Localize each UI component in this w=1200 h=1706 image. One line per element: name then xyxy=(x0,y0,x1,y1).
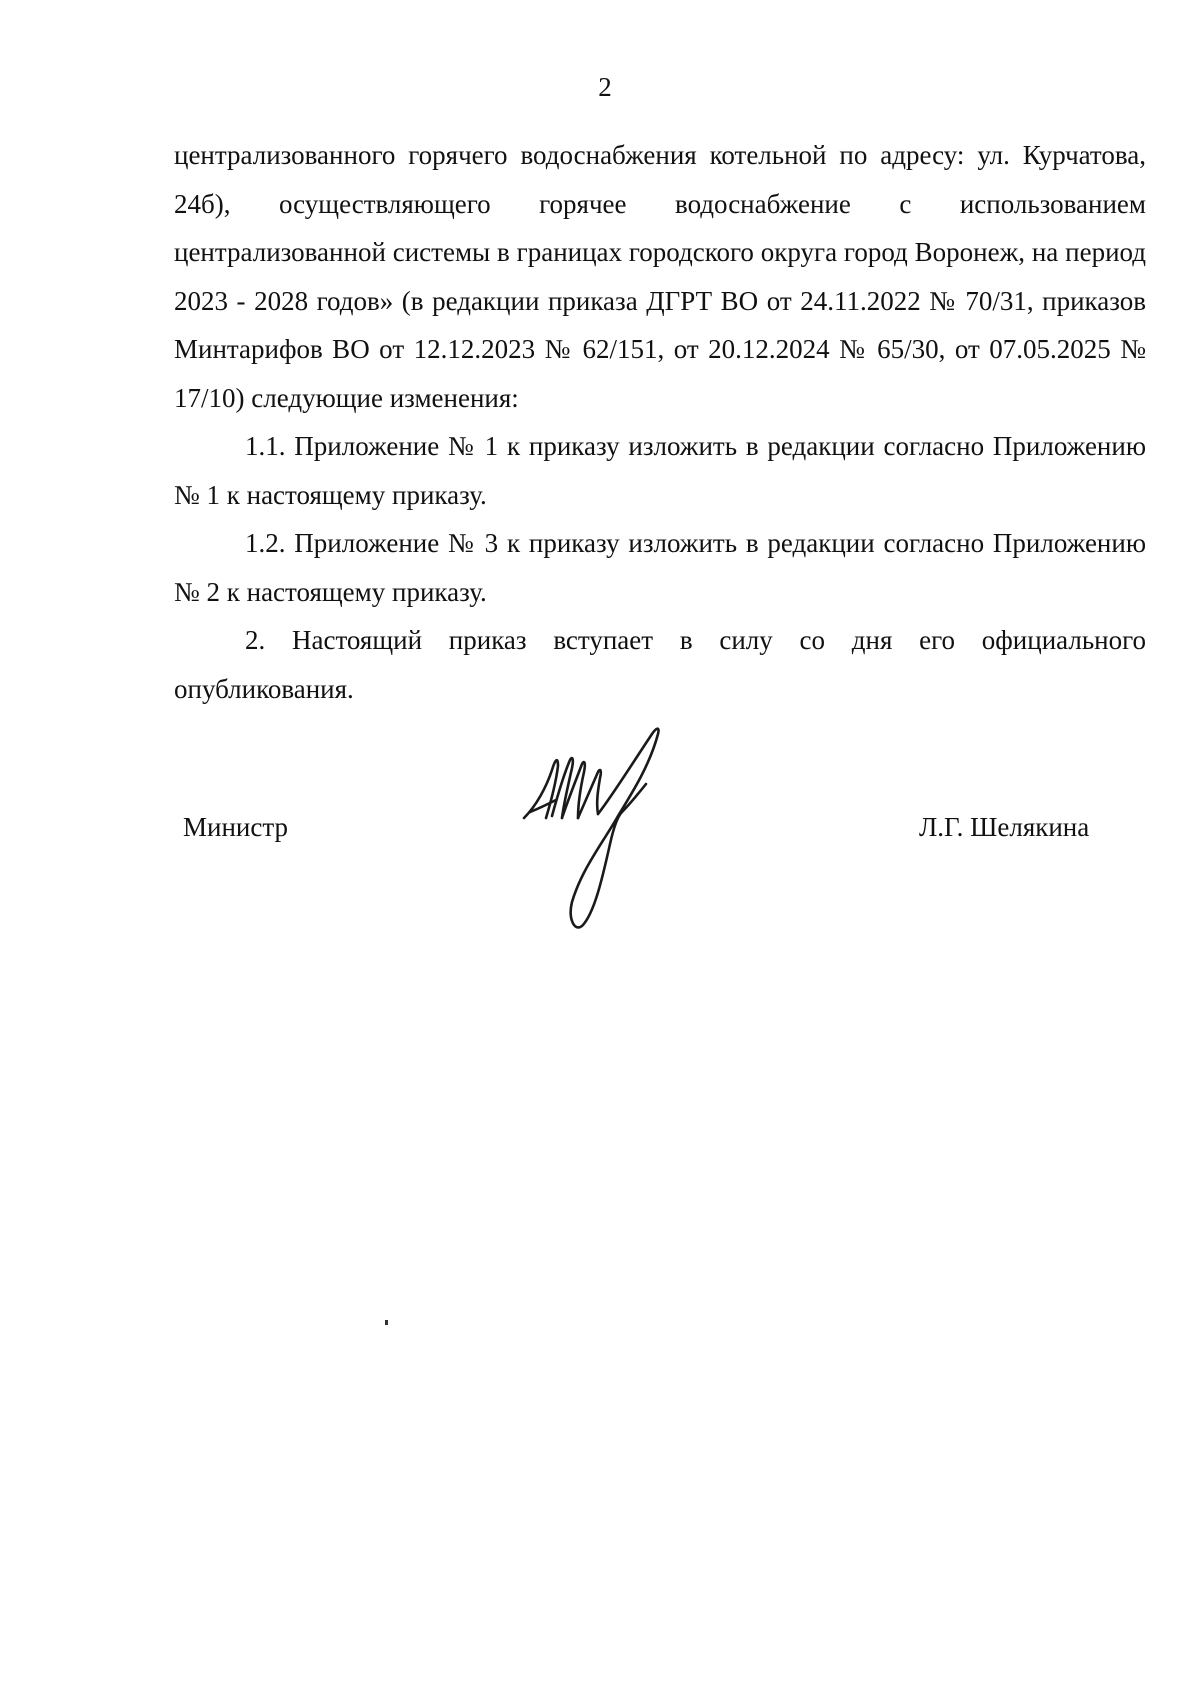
paragraph-item-1-1: 1.1. Приложение № 1 к приказу изложить в редакции согласно Приложению № 1 к настоящему приказу. xyxy=(174,431,1146,510)
document-body xyxy=(174,131,1146,713)
signer-position-title: Министр xyxy=(183,812,288,842)
paragraph-item-1-2: 1.2. Приложение № 3 к приказу изложить в редакции согласно Приложению № 2 к настоящему приказу. xyxy=(174,528,1146,607)
signer-name: Л.Г. Шелякина xyxy=(919,812,1090,842)
scan-speck xyxy=(385,1320,388,1325)
paragraph-item-2: 2. Настоящий приказ вступает в силу со дня его официального опубликования. xyxy=(174,625,1146,704)
paragraph-amendment-intro: централизованного горячего водоснабжения котельной по адресу: ул. Курчатова, 24б), осуществляющего горячее водоснабжение с использованием централизованной системы в границах городского округа город Воронеж, на период 2023 - 2028 годов» (в редакции приказа ДГРТ ВО от 24.11.2022 № 70/31, приказов Минтарифов ВО от 12.12.2023 № 62/151, от 20.12.2024 № 65/30, от 07.05.2025 № 17/10) следующие изменения: xyxy=(174,140,1146,413)
page-number: 2 xyxy=(598,72,612,102)
handwritten-signature-image xyxy=(522,720,692,940)
